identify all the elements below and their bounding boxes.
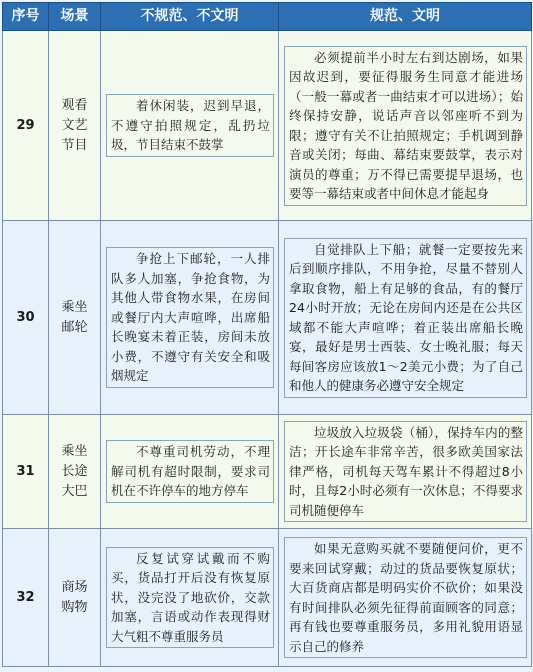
row-good-cell: [279, 415, 532, 529]
row-good-text: 必须提前半小时左右到达剧场，如果因故迟到，要征得服务生同意才能进场（一般一幕或者一曲结束才可以进场）；始终保持安静，说话声音以邻座听不到为限；遵守有关不让拍照规定；手机调到静音或关闭；每曲、幕结束要鼓掌，表示对演员的尊重；万不得已需要提早退场，也要等一幕结束或者中间休息才能起身: [284, 46, 527, 206]
header-scene: 场景: [49, 3, 101, 31]
row-number: 31: [3, 415, 49, 529]
header-num: 序号: [3, 3, 49, 31]
etiquette-table: [2, 2, 532, 667]
table-row: [3, 221, 532, 415]
row-good-text: 如果无意购买就不要随便问价，更不要来回试穿戴；动过的货品要恢复原状；大百货商店都是明码实价不砍价；如果没有时间排队必须先征得前面顾客的同意；再有钱也要尊重服务员，多用礼貌用语显示自己的修养: [284, 537, 527, 658]
row-bad-cell: [101, 529, 279, 667]
table-header-row: [3, 3, 532, 31]
row-scene-text: 观看文艺节目: [61, 97, 88, 153]
row-good-text: 自觉排队上下船；就餐一定要按先来后到顺序排队，不用争抢，尽量不替别人拿取食物，船上有足够的食品，有的餐厅24小时开放；无论在房间内还是在公共区域都不能大声喧哗；着正装出席船长晚宴，最好是男士西装、女士晚礼服；每天每间客房应该放1～2美元小费；为了自己和他人的健康务必遵守安全规定: [284, 238, 527, 398]
row-scene: [49, 415, 101, 529]
row-good-cell: [279, 31, 532, 221]
row-good-cell: [279, 529, 532, 667]
row-good-cell: [279, 221, 532, 415]
row-bad-text: 着休闲装，迟到早退，不遵守拍照规定，乱扔垃圾，节目结束不鼓掌: [106, 94, 274, 157]
row-scene-text: 乘坐邮轮: [61, 299, 88, 335]
row-scene-text: 乘坐长途大巴: [61, 443, 88, 499]
row-number: 32: [3, 529, 49, 667]
row-scene: [49, 529, 101, 667]
table-row: [3, 31, 532, 221]
row-bad-text: 不尊重司机劳动，不理解司机有超时限制，要求司机在不许停车的地方停车: [106, 440, 274, 503]
row-number: 29: [3, 31, 49, 221]
row-good-text: 垃圾放入垃圾袋（桶），保持车内的整洁；开长途车非常辛苦，很多欧美国家法律严格，司机每天驾车累计不得超过8小时，且每2小时必须有一次休息；不得要求司机随便停车: [284, 421, 527, 523]
etiquette-table-wrapper: [2, 2, 531, 670]
header-bad: 不规范、不文明: [101, 3, 279, 31]
table-row: [3, 415, 532, 529]
row-bad-cell: [101, 221, 279, 415]
row-scene: [49, 221, 101, 415]
row-number: 30: [3, 221, 49, 415]
row-bad-cell: [101, 31, 279, 221]
row-bad-text: 争抢上下邮轮，一人排队多人加塞，争抢食物，为其他人带食物水果，在房间或餐厅内大声喧哗，出席船长晚宴未着正装，房间未放小费，不遵守有关安全和吸烟规定: [106, 247, 274, 388]
header-good: 规范、文明: [279, 3, 532, 31]
row-bad-text: 反复试穿试戴而不购买，货品打开后没有恢复原状，没完没了地砍价，交款加塞，言语或动作表现得财大气粗不尊重服务员: [106, 547, 274, 649]
row-bad-cell: [101, 415, 279, 529]
row-scene-text: 商场购物: [61, 579, 88, 615]
table-row: [3, 529, 532, 667]
row-scene: [49, 31, 101, 221]
